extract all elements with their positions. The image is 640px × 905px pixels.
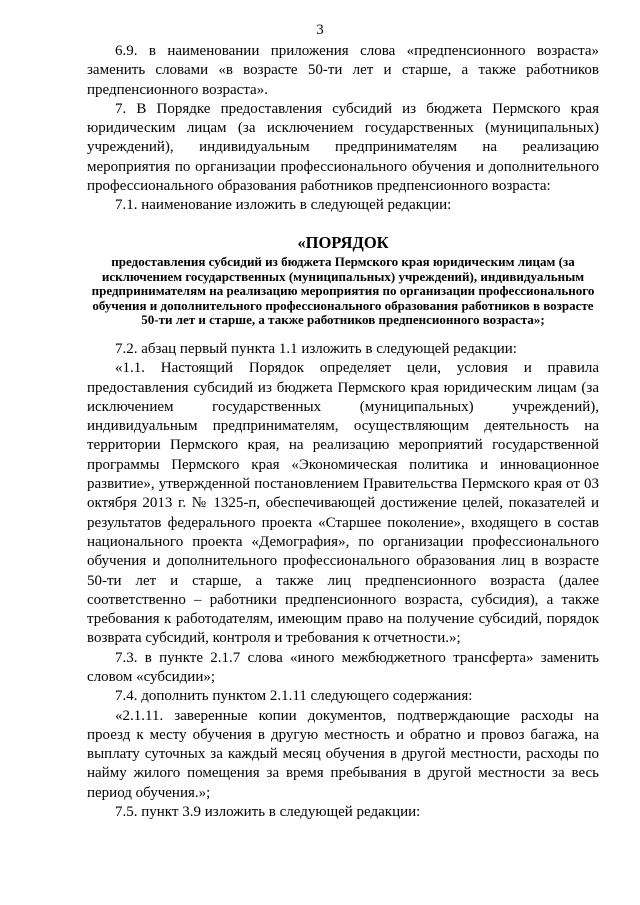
page-number: 3 [316,22,324,38]
paragraph-7-5: 7.5. пункт 3.9 изложить в следующей редакции: [115,804,421,821]
paragraph-7-4: 7.4. дополнить пунктом 2.1.11 следующего содержания: [115,688,473,705]
document-body [87,42,599,822]
paragraph-7-1: 7.1. наименование изложить в следующей редакции: [115,197,452,214]
paragraph-2-1-11: «2.1.11. заверенные копии документов, подтверждающие расходы на проезд к месту обучения в другую местность и обратно и провоз багажа, на выплату суточных за каждый месяц обучения в другой местности, расходы по найму жилого помещения за время пребывания в другой местности за весь период обучения.»; [87,707,599,801]
paragraph-7: 7. В Порядке предоставления субсидий из бюджета Пермского края юридическим лицам (за исключением государственных (муниципальных) учреждений), индивидуальным предпринимателям на реализацию мероприятия по организации профессионального обучения и дополнительного профессионального образования работников предпенсионного возраста: [87,100,599,195]
order-subtitle: предоставления субсидий из бюджета Пермского края юридическим лицам (за исключением государственных (муниципальных) учреждений), индивидуальным предпринимателям на реализацию мероприятия по организации профессионального обучения и дополнительного профессионального образования работников в возрасте 50-ти лет и старше, а также работников предпенсионного возраста»; [91,253,595,328]
paragraph-7-2: 7.2. абзац первый пункта 1.1 изложить в следующей редакции: [115,340,517,357]
order-title: «ПОРЯДОК [297,232,389,252]
paragraph-7-3: 7.3. в пункте 2.1.7 слова «иного межбюджетного трансферта» заменить словом «субсидии»; [87,649,599,685]
paragraph-6-9: 6.9. в наименовании приложения слова «предпенсионного возраста» заменить словами «в возрасте 50-ти лет и старше, а также работников предпенсионного возраста». [87,43,599,98]
paragraph-1-1: «1.1. Настоящий Порядок определяет цели, условия и правила предоставления субсидий из бюджета Пермского края юридическим лицам (за исключением государственных (муниципальных) учреждений), индивидуальным предпринимателям, осуществляющим деятельность на территории Пермского края, на реализацию мероприятий государственной программы Пермского края «Экономическая политика и инновационное развитие», утвержденной постановлением Правительства Пермского края от 03 октября 2013 г. № 1325-п, обеспечивающей достижение целей, показателей и результатов федерального проекта «Старшее поколение», входящего в состав национального проекта «Демография», по организации профессионального обучения и дополнительного профессионального образования лиц в возрасте 50-ти лет и старше, а также лиц предпенсионного возраста (далее соответственно – работники предпенсионного возраста, субсидия), а также требования к работодателям, имеющим право на получение субсидий, порядок возврата субсидий, контроля и требования к отчетности.»; [87,360,599,647]
